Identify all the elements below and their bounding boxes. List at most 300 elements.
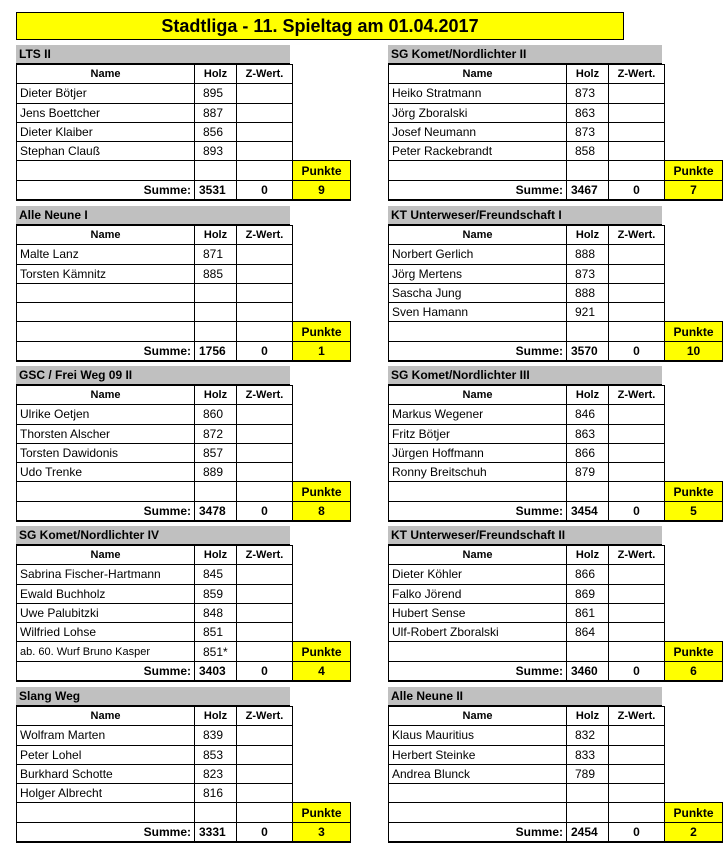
empty-cell <box>293 103 351 122</box>
score-table <box>16 706 351 843</box>
page-title: Stadtliga - 11. Spieltag am 01.04.2017 <box>16 12 624 40</box>
player-holz: 872 <box>195 424 237 443</box>
col-header-zwert: Z-Wert. <box>237 226 293 245</box>
player-holz <box>195 161 237 180</box>
player-holz <box>567 784 609 803</box>
player-holz: 858 <box>567 142 609 161</box>
col-header-name: Name <box>389 546 567 565</box>
player-holz <box>195 283 237 302</box>
punkte-label: Punkte <box>293 161 351 180</box>
player-holz: 863 <box>567 103 609 122</box>
match-block <box>388 366 714 522</box>
player-zwert <box>609 603 665 622</box>
score-table <box>16 545 351 682</box>
punkte-value: 8 <box>293 501 351 520</box>
table-row <box>17 405 351 424</box>
player-holz: 895 <box>195 84 237 103</box>
summe-zwert: 0 <box>237 501 293 520</box>
player-name <box>389 784 567 803</box>
player-zwert <box>609 745 665 764</box>
empty-cell <box>665 745 723 764</box>
empty-cell <box>665 784 723 803</box>
summe-label: Summe: <box>389 661 567 680</box>
table-row <box>17 264 351 283</box>
score-table <box>388 225 723 362</box>
table-row <box>389 264 723 283</box>
player-zwert <box>237 764 293 783</box>
player-name <box>17 283 195 302</box>
player-name <box>17 482 195 501</box>
summe-zwert: 0 <box>237 180 293 199</box>
player-holz: 853 <box>195 745 237 764</box>
player-name: Jörg Zboralski <box>389 103 567 122</box>
table-header-row <box>17 546 351 565</box>
player-name: Malte Lanz <box>17 245 195 264</box>
summe-holz: 3478 <box>195 501 237 520</box>
table-row <box>17 726 351 745</box>
team-name: SG Komet/Nordlichter II <box>388 45 662 64</box>
col-header-holz: Holz <box>567 65 609 84</box>
table-header-row <box>389 226 723 245</box>
summe-holz: 3467 <box>567 180 609 199</box>
player-name: Hubert Sense <box>389 603 567 622</box>
score-table <box>388 545 723 682</box>
player-zwert <box>609 264 665 283</box>
player-zwert <box>609 764 665 783</box>
table-header-row <box>17 707 351 726</box>
empty-cell <box>293 764 351 783</box>
summe-zwert: 0 <box>609 501 665 520</box>
player-holz: 873 <box>567 84 609 103</box>
table-row <box>17 764 351 783</box>
summe-label: Summe: <box>389 501 567 520</box>
player-zwert <box>609 463 665 482</box>
table-row <box>17 642 351 661</box>
table-row <box>389 764 723 783</box>
summe-row <box>17 661 351 680</box>
col-header-zwert: Z-Wert. <box>237 546 293 565</box>
summe-zwert: 0 <box>609 180 665 199</box>
empty-cell <box>665 303 723 322</box>
empty-cell <box>293 584 351 603</box>
punkte-value: 9 <box>293 180 351 199</box>
empty-cell <box>665 603 723 622</box>
col-header-name: Name <box>17 386 195 405</box>
player-holz <box>567 642 609 661</box>
player-holz: 823 <box>195 764 237 783</box>
summe-holz: 1756 <box>195 341 237 360</box>
table-row <box>17 565 351 584</box>
player-holz: 861 <box>567 603 609 622</box>
table-row <box>389 784 723 803</box>
player-holz: 864 <box>567 623 609 642</box>
summe-zwert: 0 <box>237 661 293 680</box>
empty-cell <box>293 745 351 764</box>
table-row <box>389 482 723 501</box>
team-name: Alle Neune I <box>16 206 290 225</box>
player-zwert <box>237 803 293 822</box>
summe-label: Summe: <box>389 341 567 360</box>
player-holz: 846 <box>567 405 609 424</box>
table-row <box>17 803 351 822</box>
summe-zwert: 0 <box>237 822 293 841</box>
table-row <box>389 283 723 302</box>
punkte-label: Punkte <box>293 803 351 822</box>
player-name: Markus Wegener <box>389 405 567 424</box>
empty-cell <box>293 623 351 642</box>
punkte-value: 5 <box>665 501 723 520</box>
player-name: Sabrina Fischer-Hartmann <box>17 565 195 584</box>
player-zwert <box>237 642 293 661</box>
team-name: SG Komet/Nordlichter III <box>388 366 662 385</box>
player-zwert <box>609 103 665 122</box>
summe-zwert: 0 <box>609 341 665 360</box>
table-row <box>389 142 723 161</box>
player-holz: 845 <box>195 565 237 584</box>
player-zwert <box>609 84 665 103</box>
player-name: Burkhard Schotte <box>17 764 195 783</box>
empty-cell <box>293 264 351 283</box>
table-header-row <box>389 707 723 726</box>
player-name: Torsten Dawidonis <box>17 443 195 462</box>
player-holz: 866 <box>567 565 609 584</box>
player-holz: 856 <box>195 122 237 141</box>
empty-cell <box>293 424 351 443</box>
summe-row <box>389 180 723 199</box>
empty-cell <box>665 84 723 103</box>
empty-cell <box>293 707 351 726</box>
table-row <box>389 463 723 482</box>
table-header-row <box>17 65 351 84</box>
player-name: Heiko Stratmann <box>389 84 567 103</box>
col-header-name: Name <box>17 546 195 565</box>
player-zwert <box>609 161 665 180</box>
empty-cell <box>293 283 351 302</box>
player-zwert <box>237 603 293 622</box>
player-holz: 879 <box>567 463 609 482</box>
empty-cell <box>665 226 723 245</box>
table-header-row <box>17 226 351 245</box>
match-block <box>16 206 342 362</box>
summe-label: Summe: <box>17 501 195 520</box>
player-holz <box>195 322 237 341</box>
player-name: Peter Lohel <box>17 745 195 764</box>
empty-cell <box>293 245 351 264</box>
player-holz: 889 <box>195 463 237 482</box>
empty-cell <box>665 584 723 603</box>
player-zwert <box>609 122 665 141</box>
player-holz: 833 <box>567 745 609 764</box>
table-header-row <box>389 546 723 565</box>
punkte-value: 6 <box>665 661 723 680</box>
player-holz <box>567 482 609 501</box>
table-row <box>17 103 351 122</box>
table-row <box>17 84 351 103</box>
player-name: Ewald Buchholz <box>17 584 195 603</box>
summe-zwert: 0 <box>609 822 665 841</box>
col-header-zwert: Z-Wert. <box>237 386 293 405</box>
table-row <box>17 784 351 803</box>
empty-cell <box>665 463 723 482</box>
player-name <box>389 803 567 822</box>
col-header-holz: Holz <box>195 707 237 726</box>
summe-label: Summe: <box>17 822 195 841</box>
player-name: Sascha Jung <box>389 283 567 302</box>
col-header-zwert: Z-Wert. <box>609 546 665 565</box>
player-holz <box>195 482 237 501</box>
player-holz: 885 <box>195 264 237 283</box>
empty-cell <box>665 103 723 122</box>
table-row <box>389 303 723 322</box>
punkte-value: 10 <box>665 341 723 360</box>
player-holz: 860 <box>195 405 237 424</box>
player-zwert <box>237 245 293 264</box>
player-zwert <box>237 322 293 341</box>
punkte-label: Punkte <box>293 482 351 501</box>
player-holz: 888 <box>567 245 609 264</box>
table-row <box>17 283 351 302</box>
player-zwert <box>609 322 665 341</box>
table-row <box>389 642 723 661</box>
table-row <box>17 745 351 764</box>
table-row <box>17 245 351 264</box>
player-name: Holger Albrecht <box>17 784 195 803</box>
player-holz: 893 <box>195 142 237 161</box>
summe-label: Summe: <box>17 180 195 199</box>
empty-cell <box>293 565 351 584</box>
player-zwert <box>237 565 293 584</box>
player-holz <box>195 303 237 322</box>
player-name: Thorsten Alscher <box>17 424 195 443</box>
player-name <box>17 161 195 180</box>
table-row <box>17 161 351 180</box>
player-zwert <box>237 161 293 180</box>
score-table <box>388 385 723 522</box>
player-holz: 839 <box>195 726 237 745</box>
empty-cell <box>665 283 723 302</box>
match-block <box>388 206 714 362</box>
match-block <box>16 366 342 522</box>
summe-row <box>389 341 723 360</box>
score-table <box>388 64 723 201</box>
player-zwert <box>237 584 293 603</box>
player-holz: 851* <box>195 642 237 661</box>
player-zwert <box>237 103 293 122</box>
empty-cell <box>293 784 351 803</box>
col-header-zwert: Z-Wert. <box>237 65 293 84</box>
empty-cell <box>293 726 351 745</box>
player-holz: 873 <box>567 264 609 283</box>
summe-holz: 3570 <box>567 341 609 360</box>
col-header-holz: Holz <box>195 546 237 565</box>
empty-cell <box>665 424 723 443</box>
table-header-row <box>17 386 351 405</box>
team-name: KT Unterweser/Freundschaft II <box>388 526 662 545</box>
empty-cell <box>293 603 351 622</box>
player-name: Wilfried Lohse <box>17 623 195 642</box>
col-header-holz: Holz <box>195 226 237 245</box>
punkte-label: Punkte <box>665 161 723 180</box>
player-holz: 816 <box>195 784 237 803</box>
table-row <box>389 103 723 122</box>
summe-row <box>17 822 351 841</box>
player-name: Udo Trenke <box>17 463 195 482</box>
table-row <box>17 623 351 642</box>
empty-cell <box>293 142 351 161</box>
player-name: Norbert Gerlich <box>389 245 567 264</box>
summe-holz: 2454 <box>567 822 609 841</box>
player-zwert <box>609 584 665 603</box>
table-row <box>389 161 723 180</box>
player-holz: 873 <box>567 122 609 141</box>
player-holz: 789 <box>567 764 609 783</box>
empty-cell <box>665 707 723 726</box>
summe-row <box>17 501 351 520</box>
player-zwert <box>237 84 293 103</box>
team-name: Slang Weg <box>16 687 290 706</box>
summe-zwert: 0 <box>237 341 293 360</box>
player-name: Peter Rackebrandt <box>389 142 567 161</box>
empty-cell <box>293 443 351 462</box>
player-name: Josef Neumann <box>389 122 567 141</box>
player-name: Klaus Mauritius <box>389 726 567 745</box>
player-name: Stephan Clauß <box>17 142 195 161</box>
empty-cell <box>665 65 723 84</box>
player-holz <box>195 803 237 822</box>
team-name: LTS II <box>16 45 290 64</box>
table-header-row <box>389 386 723 405</box>
player-name: Ulrike Oetjen <box>17 405 195 424</box>
empty-cell <box>665 726 723 745</box>
empty-cell <box>293 405 351 424</box>
summe-row <box>17 180 351 199</box>
punkte-label: Punkte <box>293 322 351 341</box>
col-header-name: Name <box>389 707 567 726</box>
player-name <box>389 161 567 180</box>
empty-cell <box>665 122 723 141</box>
player-zwert <box>609 565 665 584</box>
player-name: Torsten Kämnitz <box>17 264 195 283</box>
empty-cell <box>293 65 351 84</box>
player-name <box>17 803 195 822</box>
col-header-name: Name <box>389 386 567 405</box>
col-header-holz: Holz <box>567 546 609 565</box>
team-name: SG Komet/Nordlichter IV <box>16 526 290 545</box>
col-header-holz: Holz <box>567 386 609 405</box>
team-name: GSC / Frei Weg 09 II <box>16 366 290 385</box>
player-zwert <box>609 443 665 462</box>
player-zwert <box>237 264 293 283</box>
empty-cell <box>293 226 351 245</box>
player-holz: 869 <box>567 584 609 603</box>
table-row <box>17 482 351 501</box>
player-zwert <box>237 424 293 443</box>
player-holz: 857 <box>195 443 237 462</box>
player-name: Sven Hamann <box>389 303 567 322</box>
match-block <box>16 45 342 201</box>
player-holz: 863 <box>567 424 609 443</box>
player-name: Dieter Köhler <box>389 565 567 584</box>
player-name: Jörg Mertens <box>389 264 567 283</box>
summe-holz: 3403 <box>195 661 237 680</box>
player-zwert <box>609 623 665 642</box>
table-row <box>389 322 723 341</box>
punkte-value: 3 <box>293 822 351 841</box>
empty-cell <box>665 565 723 584</box>
punkte-label: Punkte <box>293 642 351 661</box>
player-holz <box>567 803 609 822</box>
player-name: Fritz Bötjer <box>389 424 567 443</box>
table-row <box>389 603 723 622</box>
punkte-value: 2 <box>665 822 723 841</box>
table-row <box>389 245 723 264</box>
player-name: Jens Boettcher <box>17 103 195 122</box>
player-holz: 921 <box>567 303 609 322</box>
table-row <box>17 303 351 322</box>
empty-cell <box>665 623 723 642</box>
table-row <box>389 122 723 141</box>
player-holz: 866 <box>567 443 609 462</box>
summe-holz: 3531 <box>195 180 237 199</box>
summe-zwert: 0 <box>609 661 665 680</box>
empty-cell <box>293 546 351 565</box>
col-header-zwert: Z-Wert. <box>609 707 665 726</box>
player-name <box>389 642 567 661</box>
player-zwert <box>237 482 293 501</box>
summe-label: Summe: <box>389 180 567 199</box>
summe-label: Summe: <box>389 822 567 841</box>
player-zwert <box>609 405 665 424</box>
player-zwert <box>609 726 665 745</box>
player-name: Ulf-Robert Zboralski <box>389 623 567 642</box>
player-zwert <box>609 303 665 322</box>
empty-cell <box>293 84 351 103</box>
player-holz: 888 <box>567 283 609 302</box>
player-zwert <box>237 745 293 764</box>
empty-cell <box>293 386 351 405</box>
col-header-zwert: Z-Wert. <box>609 226 665 245</box>
player-name: Uwe Palubitzki <box>17 603 195 622</box>
table-row <box>17 603 351 622</box>
player-zwert <box>237 142 293 161</box>
player-holz: 851 <box>195 623 237 642</box>
player-zwert <box>609 142 665 161</box>
empty-cell <box>293 303 351 322</box>
player-name <box>389 322 567 341</box>
table-row <box>389 803 723 822</box>
player-holz: 859 <box>195 584 237 603</box>
table-row <box>389 565 723 584</box>
player-name: Wolfram Marten <box>17 726 195 745</box>
table-row <box>17 443 351 462</box>
player-name <box>17 303 195 322</box>
player-zwert <box>237 283 293 302</box>
player-name: Herbert Steinke <box>389 745 567 764</box>
table-row <box>389 443 723 462</box>
table-row <box>389 424 723 443</box>
table-row <box>389 84 723 103</box>
player-zwert <box>237 726 293 745</box>
empty-cell <box>665 386 723 405</box>
summe-row <box>389 661 723 680</box>
col-header-name: Name <box>389 226 567 245</box>
col-header-name: Name <box>17 65 195 84</box>
summe-row <box>17 341 351 360</box>
score-table <box>388 706 723 843</box>
empty-cell <box>293 122 351 141</box>
match-block <box>16 687 342 843</box>
empty-cell <box>293 463 351 482</box>
